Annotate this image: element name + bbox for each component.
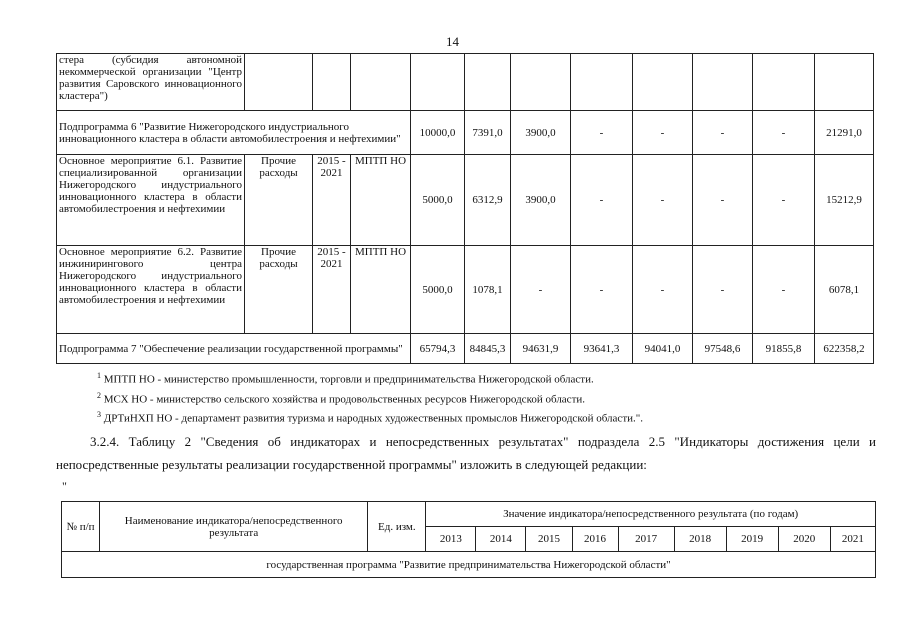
header-year: 2017	[618, 527, 674, 552]
cell-value: -	[753, 155, 815, 246]
cell-period: 2015 - 2021	[313, 246, 351, 334]
cell-name: Подпрограмма 6 "Развитие Нижегородского индустриального инновационного кластера в области автомобилестроения и нефтехимии"	[57, 111, 411, 155]
cell-value: -	[511, 246, 571, 334]
cell-name: стера (субсидия автономной некоммерческой организации "Центр развития Саровского инновационного кластера")	[57, 54, 245, 111]
cell-value: -	[693, 155, 753, 246]
cell-value: 5000,0	[411, 155, 465, 246]
cell-total: 15212,9	[815, 155, 874, 246]
cell-value: 6312,9	[465, 155, 511, 246]
footnote: $^3$ ДРТиНХП НО - департамент развития туризма и народных художественных промыслов Нижегородской области.".	[97, 410, 643, 425]
cell-value: 97548,6	[693, 334, 753, 364]
page-number: 14	[446, 34, 459, 49]
cell-value: 91855,8	[753, 334, 815, 364]
budget-table	[56, 53, 874, 364]
cell-executor: МПТП НО	[351, 246, 411, 334]
cell-total: 622358,2	[815, 334, 874, 364]
header-year: 2015	[526, 527, 572, 552]
table-row	[57, 54, 874, 111]
cell-value: 93641,3	[571, 334, 633, 364]
cell-value: -	[633, 246, 693, 334]
indicators-table	[61, 501, 876, 578]
cell-value: -	[693, 246, 753, 334]
cell-value: 84845,3	[465, 334, 511, 364]
cell-value: -	[753, 246, 815, 334]
header-values: Значение индикатора/непосредственного результата (по годам)	[426, 502, 876, 527]
cell-value: 65794,3	[411, 334, 465, 364]
header-year: 2018	[674, 527, 726, 552]
cell-value: 94631,9	[511, 334, 571, 364]
table-row	[57, 155, 874, 246]
cell-value: 3900,0	[511, 155, 571, 246]
cell-name: Подпрограмма 7 "Обеспечение реализации государственной программы"	[57, 334, 411, 364]
header-year: 2013	[426, 527, 476, 552]
cell-period: 2015 - 2021	[313, 155, 351, 246]
footnotes	[97, 368, 643, 427]
cell-name: Основное мероприятие 6.1. Развитие специализированной организации Нижегородского индустриального инновационного кластера в области автомобилестроения и нефтехимии	[57, 155, 245, 246]
header-year: 2019	[726, 527, 778, 552]
footnote: $^2$ МСХ НО - министерство сельского хозяйства и продовольственных ресурсов Нижегородской области.	[97, 390, 586, 406]
cell-type: Прочие расходы	[245, 246, 313, 334]
header-year: 2020	[778, 527, 830, 552]
quote-mark: "	[62, 479, 67, 493]
cell-total: 21291,0	[815, 111, 874, 155]
header-unit: Ед. изм.	[368, 502, 426, 552]
cell-value: 1078,1	[465, 246, 511, 334]
table-row	[57, 111, 874, 155]
cell-value: 7391,0	[465, 111, 511, 155]
cell-executor: МПТП НО	[351, 155, 411, 246]
header-year: 2016	[572, 527, 618, 552]
cell-value: -	[693, 111, 753, 155]
table-row	[57, 246, 874, 334]
footnote: $^1$ МПТП НО - министерство промышленности, торговли и предпринимательства Нижегородской области.	[97, 371, 594, 386]
amendment-paragraph: 3.2.4. Таблицу 2 "Сведения об индикаторах и непосредственных результатах" подраздела 2.5 "Индикаторы достижения цели и непосредственные результаты реализации государственной программы" изложить в следующей редакции:	[56, 434, 876, 472]
cell-value: -	[571, 246, 633, 334]
cell-value: -	[571, 155, 633, 246]
cell-value: -	[633, 155, 693, 246]
program-row: государственная программа "Развитие предпринимательства Нижегородской области"	[62, 552, 876, 578]
header-year: 2014	[476, 527, 526, 552]
cell-type: Прочие расходы	[245, 155, 313, 246]
header-name: Наименование индикатора/непосредственного результата	[100, 502, 368, 552]
cell-value: 10000,0	[411, 111, 465, 155]
cell-value: -	[633, 111, 693, 155]
header-num: № п/п	[62, 502, 100, 552]
cell-total: 6078,1	[815, 246, 874, 334]
header-year: 2021	[830, 527, 875, 552]
cell-value: -	[753, 111, 815, 155]
cell-value: 94041,0	[633, 334, 693, 364]
cell-value: -	[571, 111, 633, 155]
table-row	[57, 334, 874, 364]
cell-name: Основное мероприятие 6.2. Развитие инжинирингового центра Нижегородского индустриального инновационного кластера в области автомобилестроения и нефтехимии	[57, 246, 245, 334]
cell-value: 5000,0	[411, 246, 465, 334]
cell-value: 3900,0	[511, 111, 571, 155]
